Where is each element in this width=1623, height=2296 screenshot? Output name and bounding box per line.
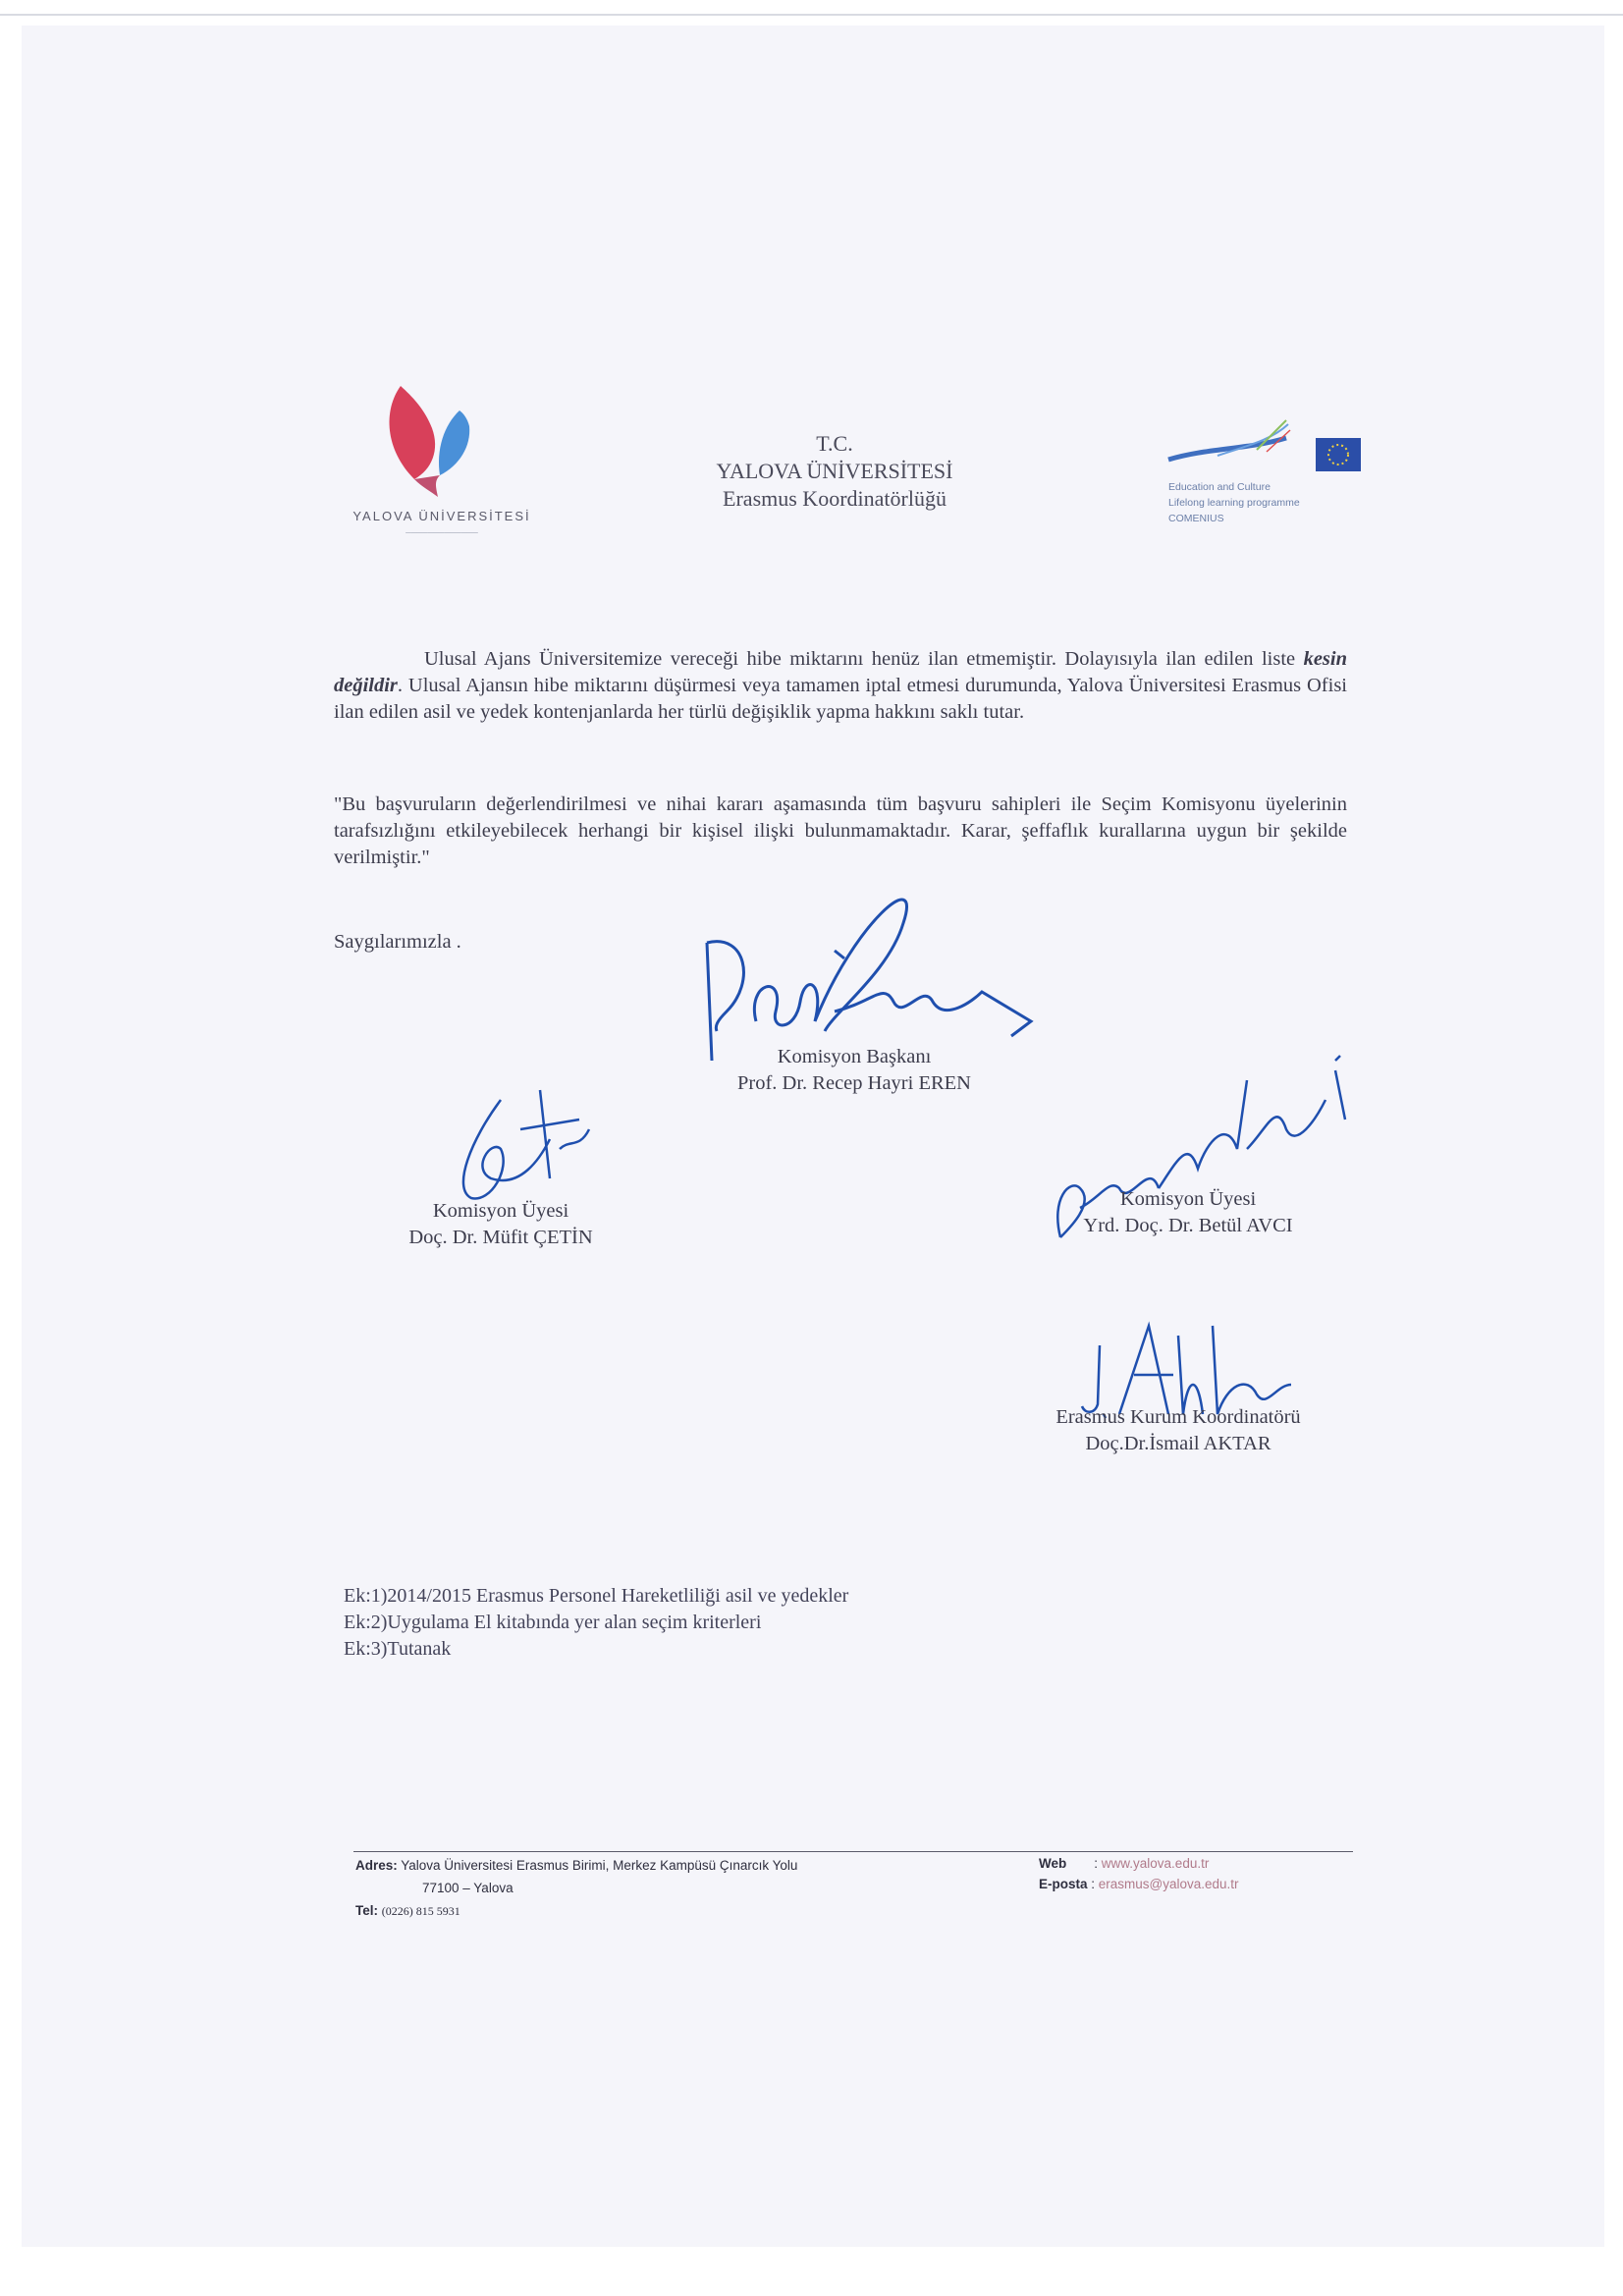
- chair-signature-block: [677, 1044, 1031, 1097]
- tulip-logo-icon: [324, 381, 560, 509]
- email-label: E-posta: [1039, 1877, 1088, 1891]
- member2-role: Komisyon Üyesi: [1119, 1188, 1257, 1210]
- member1-signature-block: [334, 1198, 668, 1251]
- paragraph-1-emphasis: kesin değildir: [334, 648, 1347, 696]
- tel-label: Tel:: [355, 1903, 378, 1918]
- coordinator-signature-block: [992, 1404, 1365, 1457]
- address-line-2: 77100 – Yalova: [422, 1881, 514, 1895]
- lifelong-learning-logo: [1159, 410, 1384, 548]
- email-link[interactable]: erasmus@yalova.edu.tr: [1098, 1877, 1239, 1891]
- paragraph-1-a: Ulusal Ajans Üniversitemize vereceği hibe miktarını henüz ilan etmemiştir. Dolayısıyla ilan edilen liste: [424, 648, 1304, 670]
- footer-address: [355, 1858, 1003, 1919]
- member2-signature-block: [1011, 1186, 1365, 1239]
- web-label: Web: [1039, 1856, 1067, 1871]
- web-link[interactable]: www.yalova.edu.tr: [1101, 1856, 1210, 1871]
- right-logo-line-3: COMENIUS: [1168, 513, 1224, 524]
- member1-name: Doç. Dr. Müfit ÇETİN: [408, 1227, 593, 1248]
- left-logo-subline: ─────────────: [406, 528, 478, 537]
- enclosure-item: Ek:2)Uygulama El kitabında yer alan seçim kriterleri: [344, 1612, 762, 1633]
- right-logo-line-1: Education and Culture: [1168, 481, 1271, 493]
- enclosure-item: Ek:3)Tutanak: [344, 1638, 452, 1660]
- paragraph-1-b: . Ulusal Ajansın hibe miktarını düşürmesi veya tamamen iptal etmesi durumunda, Yalova Üniversitesi Erasmus Ofisi ilan edilen asil ve yedek kontenjanlarda her türlü değişiklik yapma hakkını saklı tutar.: [334, 675, 1347, 723]
- letterhead: [638, 430, 1031, 513]
- enclosures-list: [344, 1583, 848, 1663]
- letterhead-line-2: YALOVA ÜNİVERSİTESİ: [716, 459, 953, 483]
- member1-role: Komisyon Üyesi: [432, 1200, 569, 1222]
- letterhead-line-1: T.C.: [816, 431, 853, 456]
- scan-top-edge: [0, 14, 1623, 16]
- paragraph-grant-notice: [334, 646, 1347, 726]
- chair-name: Prof. Dr. Recep Hayri EREN: [737, 1072, 971, 1094]
- footer-contact: Web : www.yalova.edu.tr E-posta : erasmus@yalova.edu.tr: [1039, 1856, 1239, 1891]
- footer-divider: [353, 1851, 1353, 1852]
- letterhead-line-3: Erasmus Koordinatörlüğü: [723, 486, 947, 511]
- closing-salutation: Saygılarımızla .: [334, 931, 461, 953]
- right-logo-line-2: Lifelong learning programme: [1168, 497, 1300, 509]
- member2-name: Yrd. Doç. Dr. Betül AVCI: [1083, 1215, 1293, 1236]
- coordinator-name: Doç.Dr.İsmail AKTAR: [1085, 1433, 1271, 1454]
- yalova-university-logo: [324, 381, 560, 548]
- tel-value: (0226) 815 5931: [381, 1904, 460, 1918]
- address-label: Adres:: [355, 1858, 398, 1873]
- address-line-1: Yalova Üniversitesi Erasmus Birimi, Merkez Kampüsü Çınarcık Yolu: [401, 1858, 798, 1873]
- enclosure-item: Ek:1)2014/2015 Erasmus Personel Hareketliliği asil ve yedekler: [344, 1585, 849, 1607]
- left-logo-text: YALOVA ÜNİVERSİTESİ: [352, 509, 531, 523]
- chair-role: Komisyon Başkanı: [777, 1046, 932, 1067]
- coordinator-role: Erasmus Kurum Koordinatörü: [1055, 1406, 1301, 1428]
- swoosh-eu-flag-icon: [1159, 410, 1384, 479]
- member1-signature-icon: [432, 1080, 609, 1218]
- paragraph-impartiality: "Bu başvuruların değerlendirilmesi ve nihai kararı aşamasında tüm başvuru sahipleri ile Seçim Komisyonu üyelerinin tarafsızlığını etkileyebilecek herhangi bir kişisel ilişki bulunmamaktadır. Karar, şeffaflık kurallarına uygun bir şekilde verilmiştir.": [334, 793, 1347, 868]
- right-logo-text: [1168, 479, 1300, 526]
